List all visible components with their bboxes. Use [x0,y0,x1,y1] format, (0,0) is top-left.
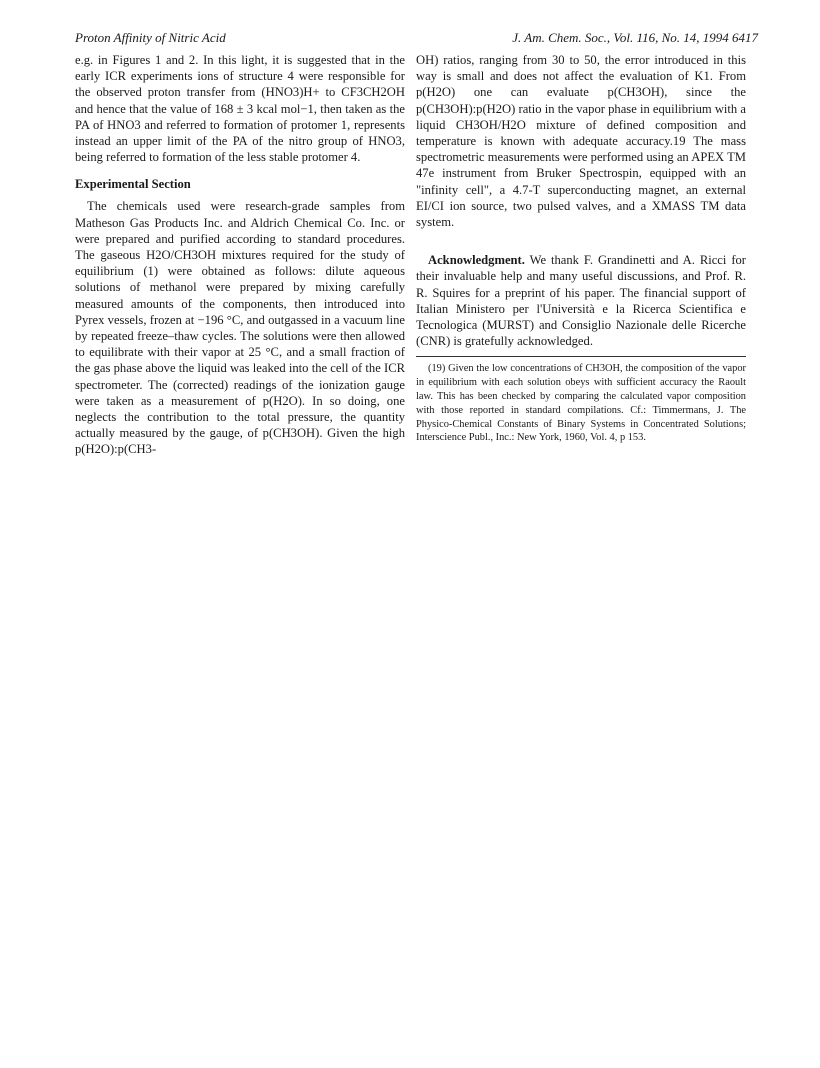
acknowledgment-label: Acknowledgment. [428,253,525,268]
acknowledgment-text: We thank F. Grandinetti and A. Ricci for their invaluable help and many useful discussions, and Prof. R. R. Squires for a preprint of his paper. The financial support of Italian Ministero per l'Università e la Ricerca Scientifica e Tecnologica (MURST) and Consiglio Nazionale delle Ricerche (CNR) is gratefully acknowledged. [416,253,747,349]
section-heading: Experimental Section [75,177,191,192]
experimental-paragraph: The chemicals used were research-grade samples from Matheson Gas Products Inc. and Aldrich Chemical Co. Inc. or were prepared and purified according to standard procedures. The gaseous H2O/CH3OH mixtures required for the study of equilibrium (1) were obtained as follows: dilute aqueous solutions of methanol were prepared by mixing carefully measured amounts of the components, then introduced into Pyrex vessels, frozen at −196 °C, and outgassed in a vacuum line by repeated freeze–thaw cycles. The solutions were then allowed to equilibrate with their vapor at 25 °C, and a small fraction of the gas phase above the liquid was leaked into the cell of the ICR spectrometer. The (corrected) readings of the ionization gauge were taken as a measurement of p(H2O). In so doing, one neglects the contribution to the total pressure, the quantity actually measured by the gauge, of p(CH3OH). Given the high p(H2O):p(CH3- [75,199,405,457]
continued-paragraph: OH) ratios, ranging from 30 to 50, the error introduced in this way is small and does not affect the evaluation of K1. From p(H2O) one can evaluate p(CH3OH), since the p(CH3OH):p(H2O) ratio in the vapor phase in equilibrium with a liquid CH3OH/H2O mixture of defined composition and temperature is known with adequate accuracy.19 The mass spectrometric measurements were performed using an APEX TM 47e instrument from Bruker Spectrospin, equipped with an "infinity cell", a 4.7-T superconducting magnet, an external EI/CI ion source, two pulsed valves, and a XMASS TM data system. [416,53,746,230]
journal-citation: J. Am. Chem. Soc., Vol. 116, No. 14, 1994 6417 [512,30,758,45]
left-column [75,52,405,458]
right-column [416,52,746,445]
acknowledgment-paragraph [416,252,746,349]
intro-paragraph: e.g. in Figures 1 and 2. In this light, it is suggested that in the early ICR experiments ions of structure 4 were responsible for the observed proton transfer from (HNO3)H+ to CF3CH2OH and hence that the value of 168 ± 3 kcal mol−1, then taken as the PA of HNO3 and referred to formation of protomer 1, represents instead an upper limit of the PA of the nitro group of HNO3, being referred to formation of the less stable protomer 4. [75,53,405,165]
footnote-divider [416,356,746,357]
footnote-19: (19) Given the low concentrations of CH3OH, the composition of the vapor in equilibrium with each solution obeys with sufficient accuracy the Raoult law. This has been checked by comparing the calculated vapor composition with those reported in standard compilations. Cf.: Timmermans, J. The Physico-Chemical Constants of Binary Systems in Concentrated Solutions; Interscience Publ., Inc.: New York, 1960, Vol. 4, p 153. [416,363,746,444]
running-title: Proton Affinity of Nitric Acid [75,30,226,45]
